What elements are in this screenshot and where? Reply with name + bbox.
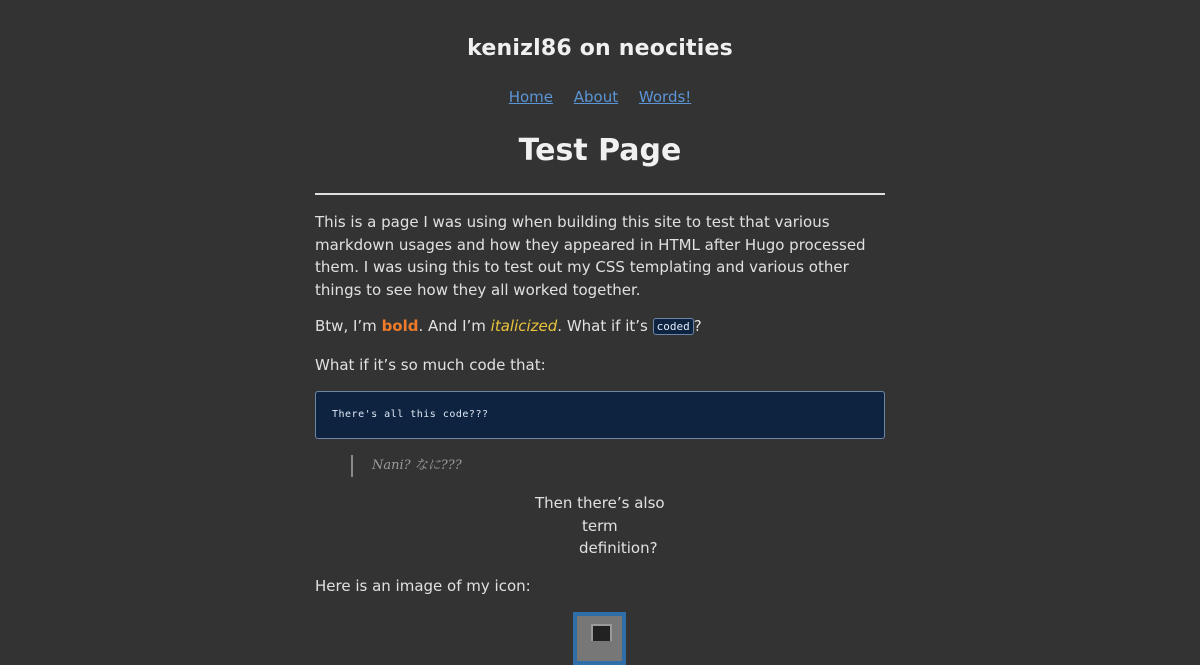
dl-intro-text: Then there’s also xyxy=(535,494,665,512)
dl-definition: definition? xyxy=(579,539,658,557)
code-intro-paragraph: What if it’s so much code that: xyxy=(315,355,546,374)
nav-link-about[interactable]: About xyxy=(573,88,619,106)
page-title: Test Page xyxy=(518,133,682,168)
nav-link-words[interactable]: Words! xyxy=(638,88,692,106)
bold-text: bold xyxy=(381,317,419,335)
btw-text-3: . What if it’s xyxy=(557,317,653,335)
icon-intro-paragraph: Here is an image of my icon: xyxy=(315,577,531,595)
blockquote: Nani? なに??? xyxy=(351,455,462,477)
site-title: kenizl86 on neocities xyxy=(467,36,733,61)
intro-paragraph: This is a page I was using when building this site to test that various markdown usages and how they appeared in HTML after Hugo processed them. I was using this to test out my CSS templating and various other things to see how they all worked together. xyxy=(315,213,866,299)
title-divider xyxy=(315,193,885,195)
code-block: There's all this code??? xyxy=(315,391,885,439)
avatar-figure xyxy=(591,624,612,641)
inline-code: coded xyxy=(653,318,694,335)
btw-text-2: . And I’m xyxy=(418,317,491,335)
avatar-image xyxy=(573,612,626,665)
formatting-paragraph xyxy=(315,315,885,340)
btw-text-1: Btw, I’m xyxy=(315,317,382,335)
nav-link-home[interactable]: Home xyxy=(508,88,553,106)
italic-text: italicized xyxy=(490,317,558,335)
page-content xyxy=(315,211,885,376)
main-nav xyxy=(0,88,1200,106)
btw-text-4: ? xyxy=(693,317,702,335)
dl-term: term xyxy=(582,516,618,535)
